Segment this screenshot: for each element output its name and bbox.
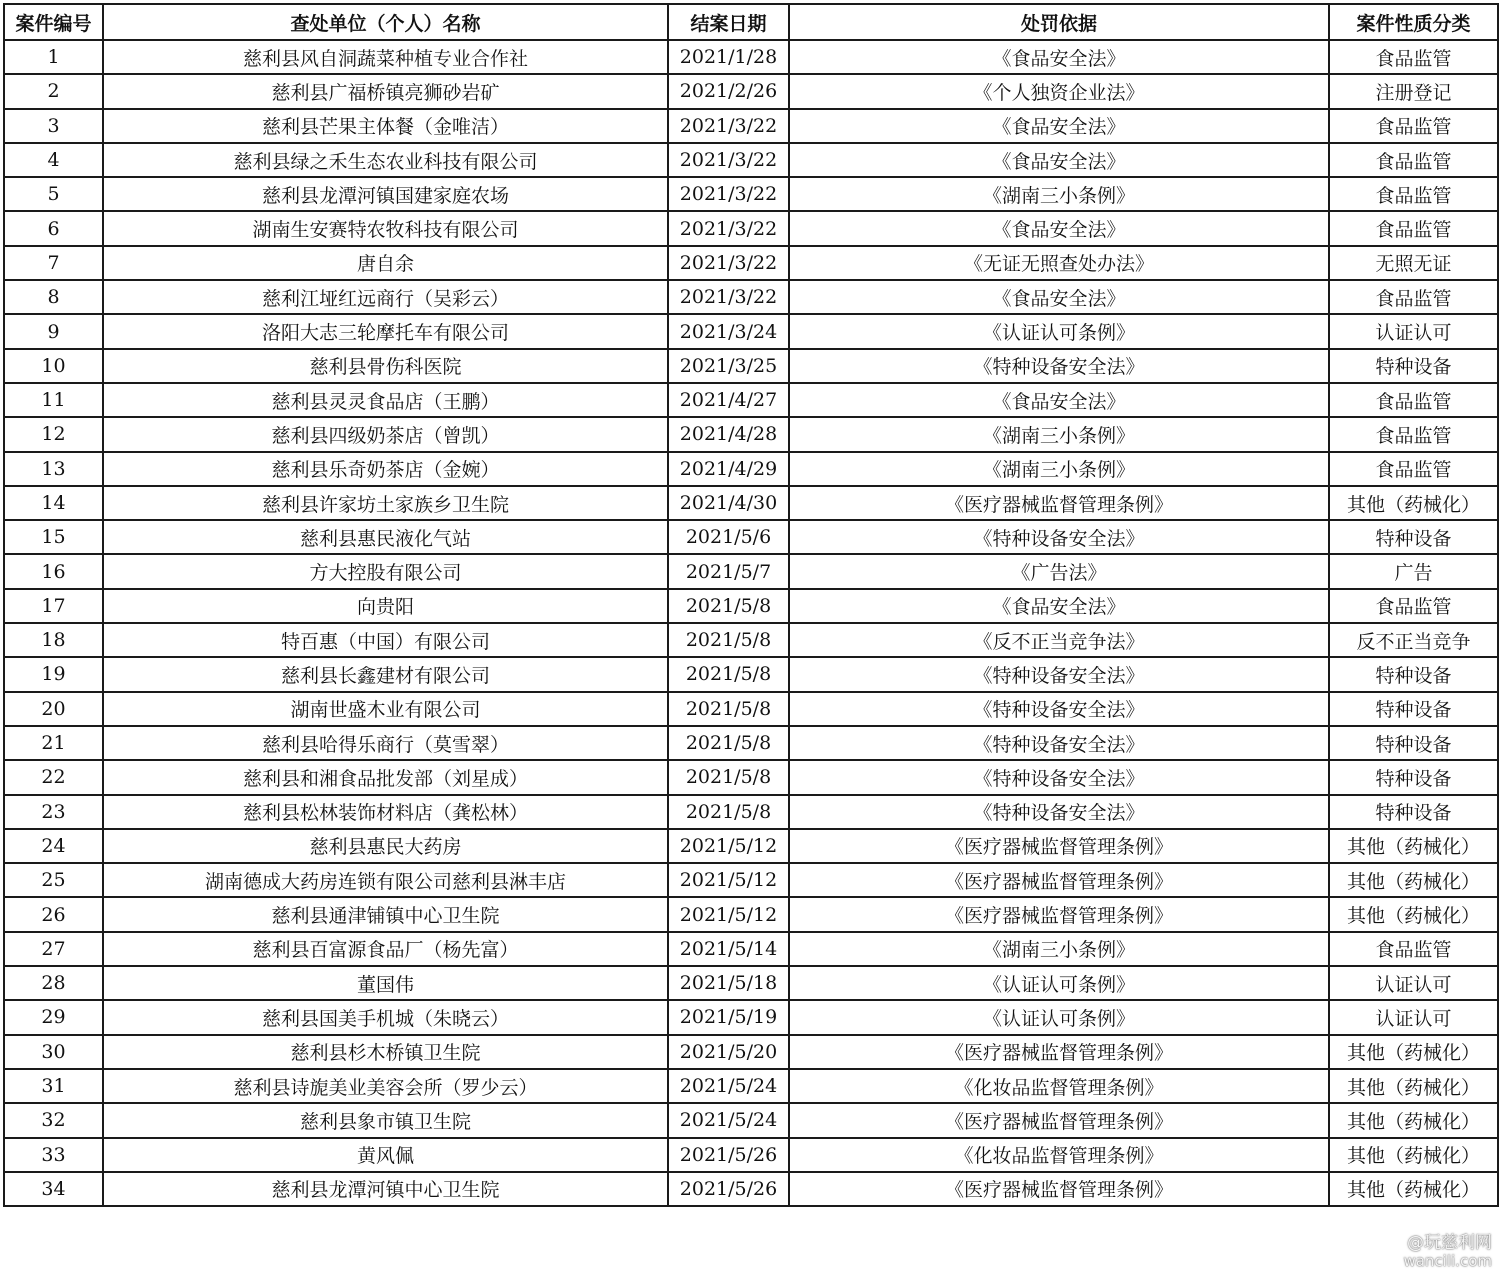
- cell-case-number: 6: [4, 211, 103, 245]
- table-row: [4, 657, 1498, 691]
- cell-closing-date: 2021/3/22: [668, 211, 789, 245]
- cell-case-number: 34: [4, 1172, 103, 1206]
- cell-closing-date: 2021/3/24: [668, 314, 789, 348]
- cell-closing-date: 2021/2/26: [668, 74, 789, 108]
- cell-entity-name: 向贵阳: [103, 589, 668, 623]
- cell-entity-name: 特百惠（中国）有限公司: [103, 623, 668, 657]
- cell-closing-date: 2021/5/6: [668, 520, 789, 554]
- cell-penalty-basis: 《食品安全法》: [789, 143, 1329, 177]
- cell-case-category: 食品监管: [1329, 932, 1498, 966]
- cell-case-number: 4: [4, 143, 103, 177]
- cell-case-number: 25: [4, 863, 103, 897]
- cell-case-number: 7: [4, 246, 103, 280]
- table-row: [4, 692, 1498, 726]
- cell-closing-date: 2021/3/22: [668, 143, 789, 177]
- cell-case-category: 注册登记: [1329, 74, 1498, 108]
- cell-case-category: 食品监管: [1329, 280, 1498, 314]
- cell-closing-date: 2021/5/24: [668, 1069, 789, 1103]
- cell-closing-date: 2021/5/8: [668, 795, 789, 829]
- cell-case-category: 无照无证: [1329, 246, 1498, 280]
- cell-case-number: 8: [4, 280, 103, 314]
- table-header: [4, 4, 1498, 40]
- cell-penalty-basis: 《广告法》: [789, 554, 1329, 588]
- case-table: [3, 3, 1499, 1207]
- cell-penalty-basis: 《湖南三小条例》: [789, 417, 1329, 451]
- cell-case-category: 其他（药械化）: [1329, 1035, 1498, 1069]
- cell-case-category: 特种设备: [1329, 795, 1498, 829]
- cell-penalty-basis: 《医疗器械监督管理条例》: [789, 1172, 1329, 1206]
- table-row: [4, 349, 1498, 383]
- cell-case-number: 17: [4, 589, 103, 623]
- table-row: [4, 40, 1498, 74]
- cell-entity-name: 慈利县国美手机城（朱晓云）: [103, 1000, 668, 1034]
- cell-closing-date: 2021/5/18: [668, 966, 789, 1000]
- cell-closing-date: 2021/3/22: [668, 177, 789, 211]
- table-row: [4, 74, 1498, 108]
- cell-case-number: 16: [4, 554, 103, 588]
- cell-case-number: 5: [4, 177, 103, 211]
- cell-entity-name: 方大控股有限公司: [103, 554, 668, 588]
- cell-case-number: 19: [4, 657, 103, 691]
- cell-case-number: 32: [4, 1103, 103, 1137]
- table-body: [4, 40, 1498, 1206]
- cell-case-number: 12: [4, 417, 103, 451]
- table-row: [4, 383, 1498, 417]
- cell-entity-name: 慈利县长鑫建材有限公司: [103, 657, 668, 691]
- cell-case-category: 其他（药械化）: [1329, 1069, 1498, 1103]
- cell-entity-name: 慈利县和湘食品批发部（刘星成）: [103, 760, 668, 794]
- cell-penalty-basis: 《化妆品监督管理条例》: [789, 1069, 1329, 1103]
- cell-closing-date: 2021/5/12: [668, 829, 789, 863]
- cell-penalty-basis: 《医疗器械监督管理条例》: [789, 897, 1329, 931]
- cell-entity-name: 慈利江垭红远商行（吴彩云）: [103, 280, 668, 314]
- cell-case-number: 31: [4, 1069, 103, 1103]
- cell-case-category: 其他（药械化）: [1329, 1103, 1498, 1137]
- cell-closing-date: 2021/5/26: [668, 1138, 789, 1172]
- table-row: [4, 554, 1498, 588]
- cell-entity-name: 慈利县松林装饰材料店（龚松林）: [103, 795, 668, 829]
- cell-entity-name: 慈利县惠民大药房: [103, 829, 668, 863]
- cell-case-category: 其他（药械化）: [1329, 829, 1498, 863]
- cell-case-number: 9: [4, 314, 103, 348]
- cell-closing-date: 2021/5/8: [668, 760, 789, 794]
- cell-closing-date: 2021/5/20: [668, 1035, 789, 1069]
- table-row: [4, 1000, 1498, 1034]
- table-row: [4, 1103, 1498, 1137]
- cell-penalty-basis: 《食品安全法》: [789, 211, 1329, 245]
- cell-case-number: 21: [4, 726, 103, 760]
- table-row: [4, 932, 1498, 966]
- cell-penalty-basis: 《食品安全法》: [789, 40, 1329, 74]
- cell-closing-date: 2021/5/12: [668, 897, 789, 931]
- cell-penalty-basis: 《特种设备安全法》: [789, 795, 1329, 829]
- cell-penalty-basis: 《认证认可条例》: [789, 1000, 1329, 1034]
- cell-entity-name: 慈利县风自洞蔬菜种植专业合作社: [103, 40, 668, 74]
- cell-case-category: 食品监管: [1329, 211, 1498, 245]
- cell-case-category: 特种设备: [1329, 760, 1498, 794]
- cell-case-category: 其他（药械化）: [1329, 897, 1498, 931]
- table-row: [4, 211, 1498, 245]
- header-entity-name: 查处单位（个人）名称: [103, 4, 668, 40]
- cell-case-category: 特种设备: [1329, 657, 1498, 691]
- header-case-number: 案件编号: [4, 4, 103, 40]
- table-row: [4, 795, 1498, 829]
- cell-case-number: 3: [4, 109, 103, 143]
- header-penalty-basis: 处罚依据: [789, 4, 1329, 40]
- cell-closing-date: 2021/5/8: [668, 657, 789, 691]
- cell-case-category: 食品监管: [1329, 383, 1498, 417]
- watermark-text: @玩慈利网: [1407, 1233, 1492, 1253]
- table-row: [4, 246, 1498, 280]
- cell-penalty-basis: 《特种设备安全法》: [789, 657, 1329, 691]
- cell-case-category: 其他（药械化）: [1329, 1172, 1498, 1206]
- cell-case-number: 13: [4, 452, 103, 486]
- cell-entity-name: 慈利县龙潭河镇国建家庭农场: [103, 177, 668, 211]
- cell-case-category: 其他（药械化）: [1329, 486, 1498, 520]
- cell-case-category: 食品监管: [1329, 417, 1498, 451]
- cell-penalty-basis: 《湖南三小条例》: [789, 932, 1329, 966]
- cell-entity-name: 慈利县芒果主体餐（金唯洁）: [103, 109, 668, 143]
- cell-entity-name: 慈利县四级奶茶店（曾凯）: [103, 417, 668, 451]
- cell-closing-date: 2021/5/8: [668, 692, 789, 726]
- cell-closing-date: 2021/5/19: [668, 1000, 789, 1034]
- cell-entity-name: 慈利县许家坊土家族乡卫生院: [103, 486, 668, 520]
- table-row: [4, 109, 1498, 143]
- table-row: [4, 486, 1498, 520]
- cell-penalty-basis: 《认证认可条例》: [789, 314, 1329, 348]
- cell-penalty-basis: 《湖南三小条例》: [789, 452, 1329, 486]
- cell-penalty-basis: 《食品安全法》: [789, 109, 1329, 143]
- cell-entity-name: 董国伟: [103, 966, 668, 1000]
- cell-case-number: 27: [4, 932, 103, 966]
- cell-penalty-basis: 《医疗器械监督管理条例》: [789, 829, 1329, 863]
- cell-penalty-basis: 《医疗器械监督管理条例》: [789, 863, 1329, 897]
- site-watermark: [1403, 1234, 1492, 1270]
- cell-penalty-basis: 《食品安全法》: [789, 280, 1329, 314]
- cell-case-category: 食品监管: [1329, 589, 1498, 623]
- cell-case-number: 22: [4, 760, 103, 794]
- cell-penalty-basis: 《食品安全法》: [789, 383, 1329, 417]
- cell-case-number: 23: [4, 795, 103, 829]
- cell-entity-name: 湖南世盛木业有限公司: [103, 692, 668, 726]
- cell-case-number: 24: [4, 829, 103, 863]
- cell-closing-date: 2021/3/22: [668, 246, 789, 280]
- cell-penalty-basis: 《医疗器械监督管理条例》: [789, 486, 1329, 520]
- cell-closing-date: 2021/5/8: [668, 589, 789, 623]
- cell-case-category: 食品监管: [1329, 109, 1498, 143]
- cell-entity-name: 湖南生安赛特农牧科技有限公司: [103, 211, 668, 245]
- cell-case-category: 食品监管: [1329, 143, 1498, 177]
- cell-entity-name: 慈利县诗旎美业美容会所（罗少云）: [103, 1069, 668, 1103]
- cell-case-category: 食品监管: [1329, 177, 1498, 211]
- cell-closing-date: 2021/4/29: [668, 452, 789, 486]
- table-row: [4, 966, 1498, 1000]
- cell-case-category: 其他（药械化）: [1329, 1138, 1498, 1172]
- table-row: [4, 1069, 1498, 1103]
- cell-case-number: 18: [4, 623, 103, 657]
- cell-penalty-basis: 《化妆品监督管理条例》: [789, 1138, 1329, 1172]
- cell-entity-name: 慈利县广福桥镇亮狮砂岩矿: [103, 74, 668, 108]
- table-row: [4, 143, 1498, 177]
- cell-case-number: 29: [4, 1000, 103, 1034]
- cell-closing-date: 2021/3/25: [668, 349, 789, 383]
- table-row: [4, 280, 1498, 314]
- cell-closing-date: 2021/5/12: [668, 863, 789, 897]
- cell-case-category: 反不正当竞争: [1329, 623, 1498, 657]
- table-row: [4, 863, 1498, 897]
- table-row: [4, 177, 1498, 211]
- cell-penalty-basis: 《湖南三小条例》: [789, 177, 1329, 211]
- table-row: [4, 760, 1498, 794]
- cell-penalty-basis: 《食品安全法》: [789, 589, 1329, 623]
- cell-case-number: 11: [4, 383, 103, 417]
- cell-case-number: 30: [4, 1035, 103, 1069]
- cell-penalty-basis: 《特种设备安全法》: [789, 349, 1329, 383]
- cell-closing-date: 2021/3/22: [668, 109, 789, 143]
- table-row: [4, 623, 1498, 657]
- cell-case-number: 26: [4, 897, 103, 931]
- table-row: [4, 829, 1498, 863]
- cell-case-number: 33: [4, 1138, 103, 1172]
- cell-entity-name: 慈利县杉木桥镇卫生院: [103, 1035, 668, 1069]
- cell-case-number: 2: [4, 74, 103, 108]
- cell-case-number: 1: [4, 40, 103, 74]
- cell-case-number: 10: [4, 349, 103, 383]
- cell-case-category: 特种设备: [1329, 520, 1498, 554]
- cell-penalty-basis: 《无证无照查处办法》: [789, 246, 1329, 280]
- cell-penalty-basis: 《特种设备安全法》: [789, 726, 1329, 760]
- cell-case-number: 28: [4, 966, 103, 1000]
- cell-closing-date: 2021/4/28: [668, 417, 789, 451]
- cell-case-number: 15: [4, 520, 103, 554]
- cell-entity-name: 慈利县绿之禾生态农业科技有限公司: [103, 143, 668, 177]
- cell-entity-name: 唐自余: [103, 246, 668, 280]
- cell-entity-name: 黄风佩: [103, 1138, 668, 1172]
- cell-penalty-basis: 《特种设备安全法》: [789, 520, 1329, 554]
- cell-entity-name: 慈利县通津铺镇中心卫生院: [103, 897, 668, 931]
- cell-entity-name: 慈利县灵灵食品店（王鹏）: [103, 383, 668, 417]
- table-row: [4, 417, 1498, 451]
- table-row: [4, 897, 1498, 931]
- cell-penalty-basis: 《特种设备安全法》: [789, 692, 1329, 726]
- cell-closing-date: 2021/4/30: [668, 486, 789, 520]
- cell-entity-name: 慈利县象市镇卫生院: [103, 1103, 668, 1137]
- cell-case-category: 特种设备: [1329, 726, 1498, 760]
- cell-closing-date: 2021/5/7: [668, 554, 789, 588]
- cell-case-number: 14: [4, 486, 103, 520]
- header-case-category: 案件性质分类: [1329, 4, 1498, 40]
- cell-closing-date: 2021/1/28: [668, 40, 789, 74]
- cell-closing-date: 2021/4/27: [668, 383, 789, 417]
- cell-case-category: 特种设备: [1329, 692, 1498, 726]
- watermark-url: wancili.com: [1403, 1252, 1492, 1270]
- cell-closing-date: 2021/5/8: [668, 623, 789, 657]
- cell-case-category: 其他（药械化）: [1329, 863, 1498, 897]
- cell-closing-date: 2021/5/24: [668, 1103, 789, 1137]
- cell-closing-date: 2021/5/8: [668, 726, 789, 760]
- cell-entity-name: 慈利县乐奇奶茶店（金婉）: [103, 452, 668, 486]
- table-row: [4, 1138, 1498, 1172]
- cell-case-category: 特种设备: [1329, 349, 1498, 383]
- cell-closing-date: 2021/5/26: [668, 1172, 789, 1206]
- cell-penalty-basis: 《个人独资企业法》: [789, 74, 1329, 108]
- cell-case-number: 20: [4, 692, 103, 726]
- cell-penalty-basis: 《医疗器械监督管理条例》: [789, 1103, 1329, 1137]
- cell-entity-name: 洛阳大志三轮摩托车有限公司: [103, 314, 668, 348]
- table-row: [4, 314, 1498, 348]
- cell-penalty-basis: 《反不正当竞争法》: [789, 623, 1329, 657]
- header-row: [4, 4, 1498, 40]
- header-closing-date: 结案日期: [668, 4, 789, 40]
- cell-entity-name: 慈利县骨伤科医院: [103, 349, 668, 383]
- cell-case-category: 认证认可: [1329, 314, 1498, 348]
- cell-closing-date: 2021/5/14: [668, 932, 789, 966]
- cell-entity-name: 湖南德成大药房连锁有限公司慈利县淋丰店: [103, 863, 668, 897]
- cell-case-category: 认证认可: [1329, 1000, 1498, 1034]
- cell-case-category: 认证认可: [1329, 966, 1498, 1000]
- cell-penalty-basis: 《认证认可条例》: [789, 966, 1329, 1000]
- cell-closing-date: 2021/3/22: [668, 280, 789, 314]
- cell-penalty-basis: 《医疗器械监督管理条例》: [789, 1035, 1329, 1069]
- table-row: [4, 452, 1498, 486]
- table-row: [4, 726, 1498, 760]
- cell-entity-name: 慈利县惠民液化气站: [103, 520, 668, 554]
- table-row: [4, 589, 1498, 623]
- cell-case-category: 食品监管: [1329, 452, 1498, 486]
- cell-penalty-basis: 《特种设备安全法》: [789, 760, 1329, 794]
- cell-case-category: 广告: [1329, 554, 1498, 588]
- table-row: [4, 1172, 1498, 1206]
- table-row: [4, 1035, 1498, 1069]
- cell-entity-name: 慈利县龙潭河镇中心卫生院: [103, 1172, 668, 1206]
- cell-entity-name: 慈利县百富源食品厂（杨先富）: [103, 932, 668, 966]
- cell-case-category: 食品监管: [1329, 40, 1498, 74]
- cell-entity-name: 慈利县哈得乐商行（莫雪翠）: [103, 726, 668, 760]
- table-row: [4, 520, 1498, 554]
